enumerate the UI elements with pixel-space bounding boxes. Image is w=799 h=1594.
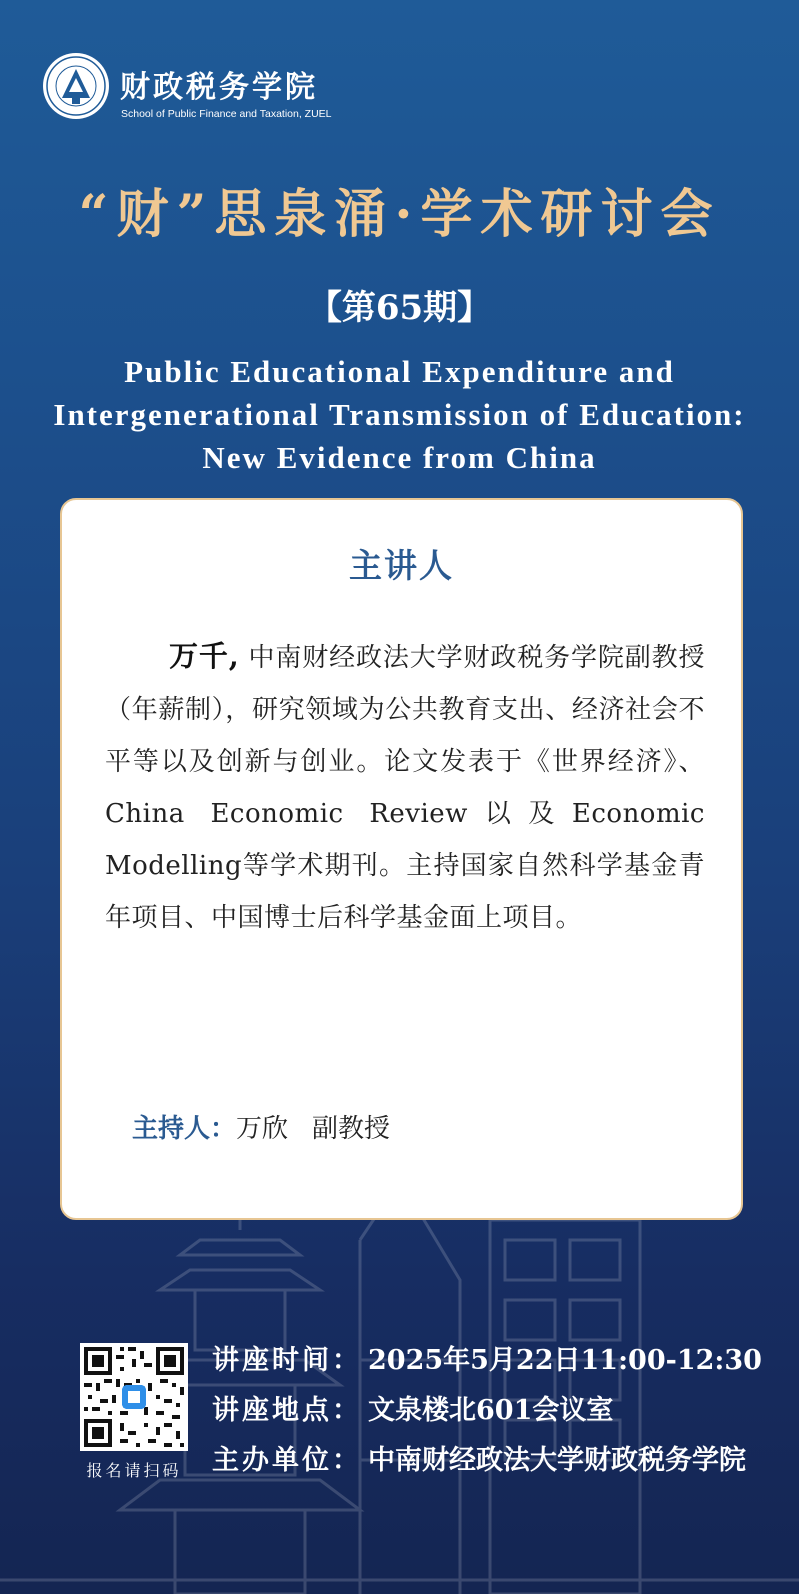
talk-title-line-3: New Evidence from China bbox=[202, 440, 597, 475]
host-label: 主持人： bbox=[132, 1114, 237, 1144]
time-label: 讲座时间： bbox=[212, 1345, 362, 1376]
time-value: 2025年5月22日11:00-12:30 bbox=[368, 1345, 762, 1376]
university-seal-icon bbox=[42, 52, 110, 120]
speaker-name: 万千, bbox=[169, 639, 240, 673]
place-value: 文泉楼北601会议室 bbox=[368, 1395, 614, 1426]
host-title: 副教授 bbox=[312, 1114, 391, 1144]
talk-title-line-1: Public Educational Expenditure and bbox=[124, 354, 675, 389]
school-name-cn: 财政税务学院 bbox=[120, 70, 318, 105]
school-name-en: School of Public Finance and Taxation, ZUEL bbox=[121, 108, 332, 120]
talk-title-line-2: Intergenerational Transmission of Education: bbox=[53, 397, 746, 432]
host-name: 万欣 bbox=[236, 1114, 289, 1144]
speaker-card bbox=[60, 498, 743, 1220]
registration-qr-code[interactable] bbox=[80, 1343, 188, 1451]
time-row bbox=[212, 1336, 762, 1386]
issue-number: 【第65期】 bbox=[307, 288, 492, 328]
talk-title bbox=[10, 350, 789, 479]
place-label: 讲座地点： bbox=[212, 1395, 362, 1426]
organizer-value: 中南财经政法大学财政税务学院 bbox=[368, 1445, 746, 1476]
speaker-heading: 主讲人 bbox=[349, 546, 454, 585]
qr-caption: 报名请扫码 bbox=[86, 1461, 182, 1480]
speaker-bio bbox=[105, 630, 705, 944]
organizer-label: 主办单位： bbox=[212, 1445, 362, 1476]
place-row bbox=[212, 1386, 762, 1436]
host-line bbox=[132, 1108, 390, 1145]
series-title: “财”思泉涌·学术研讨会 bbox=[78, 184, 721, 245]
speaker-bio-text: 中南财经政法大学财政税务学院副教授（年薪制），研究领域为公共教育支出、经济社会不平等以及创新与创业。论文发表于《世界经济》、China Economic Review以及Economic Modelling等学术期刊。主持国家自然科学基金青年项目、中国博士后科学基金面上项目。 bbox=[105, 643, 705, 933]
event-info bbox=[212, 1336, 762, 1486]
organizer-row bbox=[212, 1436, 762, 1486]
